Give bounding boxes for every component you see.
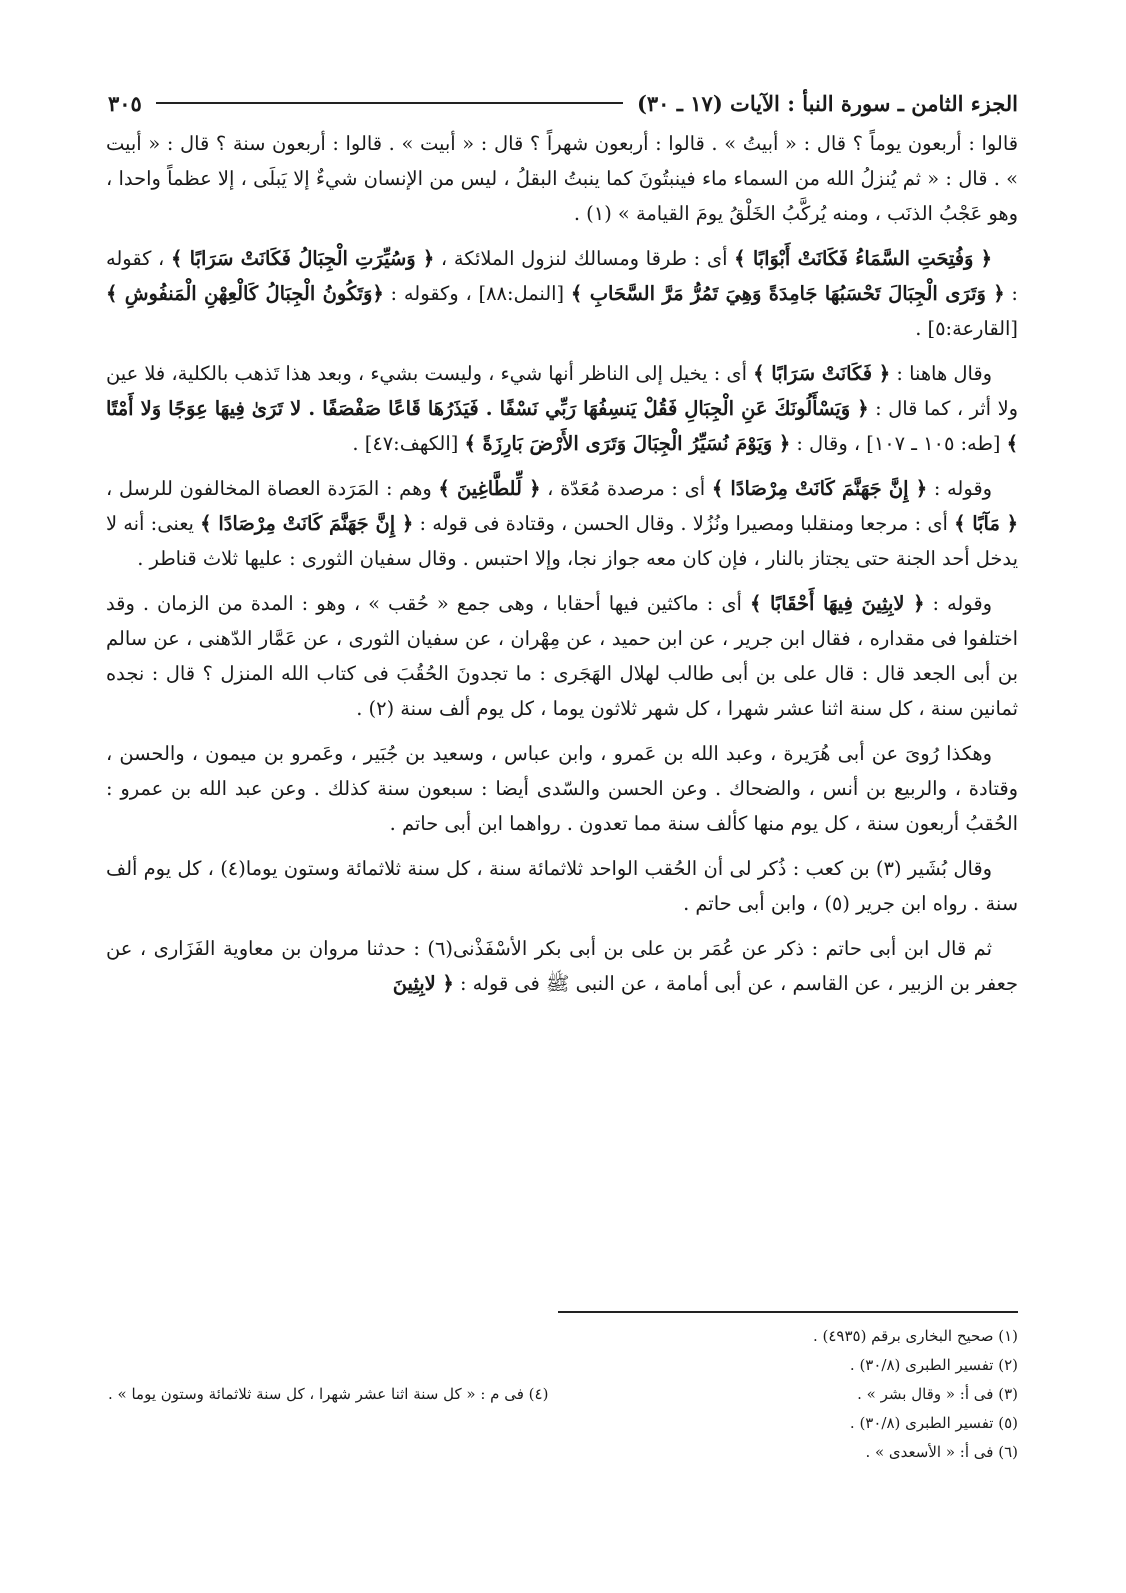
quran-verse: ﴿ وَتَرَى الْجِبَالَ تَحْسَبُهَا جَامِدَةً وَهِيَ تَمُرُّ مَرَّ السَّحَابِ ﴾ [570, 282, 1005, 305]
text-run: [الكهف:٤٧] . [352, 432, 465, 455]
paragraph [106, 241, 1018, 346]
text-run: أى : يخيل إلى الناظر أنها شيء ، وليست بشيء ، وبعد هذا تَذهب بالكلية، فلا عين ولا أثر ، كما قال : [106, 362, 1019, 420]
text-run: [النمل:٨٨] ، وكقوله : [383, 282, 571, 305]
paragraph [106, 586, 1018, 726]
text-run: قالوا : أربعون يوماً ؟ قال : « أبيتُ » . قالوا : أربعون شهراً ؟ قال : « أبيت » . قالوا : أربعون سنة ؟ قال : « أبيت » . قال : « ثم يُنزلُ الله من السماء ماء فينبتُونَ كما ينبتُ البقلُ ، ليس من الإنسان شيءٌ إلا يَبلَى ، إلا عظماً واحدا ، وهو عَجْبُ الذنَب ، ومنه يُركَّبُ الخَلْقُ يومَ القيامة » (١) . [106, 132, 1018, 225]
text-run: [طه: ١٠٥ ـ ١٠٧] ، وقال : [790, 432, 1007, 455]
quran-verse: ﴿ لِّلطَّاغِينَ ﴾ [438, 477, 541, 500]
footnote-2: (٢) تفسير الطبرى (٣٠/٨) . [849, 1356, 1018, 1374]
footnote-separator [558, 1311, 1018, 1313]
running-title: الجزء الثامن ـ سورة النبأ : الآيات (١٧ ـ ٣٠) [636, 90, 1018, 116]
quran-verse: ﴿ وَسُيِّرَتِ الْجِبَالُ فَكَانَتْ سَرَابًا ﴾ [171, 247, 435, 270]
text-run: أى : طرقا ومسالك لنزول الملائكة ، [434, 247, 735, 270]
paragraph [106, 931, 1018, 1001]
footnote-5: (٥) تفسير الطبرى (٣٠/٨) . [849, 1414, 1018, 1432]
main-text [106, 126, 1018, 1011]
running-header [108, 86, 1018, 120]
text-run: ، كقوله : [106, 247, 1018, 305]
text-run: وقوله : [924, 592, 992, 615]
paragraph [106, 851, 1018, 921]
quran-verse: ﴿ إِنَّ جَهَنَّمَ كَانَتْ مِرْصَادًا ﴾ [200, 512, 414, 535]
text-run: أى : مرجعا ومنقلبا ومصيرا ونُزُلا . وقال الحسن ، وقتادة فى قوله : [413, 512, 955, 535]
text-run: أى : مرصدة مُعَدّة ، [540, 477, 712, 500]
quran-verse: ﴿ لابِثِينَ [392, 972, 454, 995]
text-run: يعنى: أنه لا يدخل أحد الجنة حتى يجتاز بالنار ، فإن كان معه جواز نجا، وإلا احتبس . وقال سفيان الثورى : عليها ثلاث قناطر . [106, 512, 1018, 570]
quran-verse: ﴿ وَيَسْأَلُونَكَ عَنِ الْجِبَالِ فَقُلْ يَنسِفُهَا رَبِّي نَسْفًا . فَيَذَرُهَا قَاعًا صَفْصَفًا . لا تَرَىٰ فِيهَا عِوَجًا وَلا أَمْتًا ﴾ [106, 397, 1018, 455]
header-rule [156, 102, 623, 104]
footnote-1: (١) صحيح البخارى برقم (٤٩٣٥) . [812, 1327, 1018, 1345]
text-run: أى : ماكثين فيها أحقابا ، وهى جمع « حُقب » ، وهو : المدة من الزمان . وقد اختلفوا فى مقداره ، فقال ابن جرير ، عن ابن حميد ، عن مِهْران ، عن سفيان الثورى ، عن عَمَّار الدّهنى ، عن سالم بن أبى الجعد قال : قال على بن أبى طالب لهلال الهَجَرى : ما تجدونَ الحُقُبَ فى كتاب الله المنزل ؟ قال : نجده ثمانين سنة ، كل سنة اثنا عشر شهرا ، كل شهر ثلاثون يوما ، كل يوم ألف سنة (٢) . [106, 592, 1018, 720]
footnotes [108, 1322, 1018, 1467]
quran-verse: ﴿ فَكَانَتْ سَرَابًا ﴾ [753, 362, 891, 385]
text-run: ثم قال ابن أبى حاتم : ذكر عن عُمَر بن على بن أبى بكر الأسْفَذْنى(٦) : حدثنا مروان بن معاوية الفَزَارى ، عن جعفر بن الزبير ، عن القاسم ، عن أبى أمامة ، عن النبى ﷺ فى قوله : [106, 937, 1018, 995]
footnote-row-3-4 [108, 1380, 1018, 1409]
paragraph [106, 736, 1018, 841]
paragraph [106, 356, 1018, 461]
page-number: ٣٠٥ [108, 90, 142, 116]
quran-verse: ﴿ لابِثِينَ فِيهَا أَحْقَابًا ﴾ [749, 592, 925, 615]
text-run: [القارعة:٥] . [915, 317, 1018, 340]
quran-verse: ﴿ مَآبًا ﴾ [954, 512, 1019, 535]
quran-verse: ﴿ إِنَّ جَهَنَّمَ كَانَتْ مِرْصَادًا ﴾ [711, 477, 928, 500]
footnote-3: (٣) فى أ: « وقال بشر » . [857, 1385, 1018, 1403]
text-run: وقال هاهنا : [890, 362, 992, 385]
paragraph [106, 126, 1018, 231]
text-run: وقوله : [927, 477, 992, 500]
text-run: وهكذا رُوىَ عن أبى هُرَيرة ، وعبد الله بن عَمرو ، وابن عباس ، وسعيد بن جُبَير ، وعَمرو بن ميمون ، والحسن ، وقتادة ، والربيع بن أنس ، والضحاك . وعن الحسن والسّدى أيضا : سبعون سنة كذلك . وعن عبد الله بن عمرو : الحُقبُ أربعون سنة ، كل يوم منها كألف سنة مما تعدون . رواهما ابن أبى حاتم . [106, 742, 1018, 835]
quran-verse: ﴿وَتَكُونُ الْجِبَالُ كَالْعِهْنِ الْمَنفُوشِ ﴾ [106, 282, 384, 305]
text-run: وهم : المَرَدة العصاة المخالفون للرسل ، [106, 477, 439, 500]
quran-verse: ﴿ وَفُتِحَتِ السَّمَاءُ فَكَانَتْ أَبْوَابًا ﴾ [734, 247, 993, 270]
footnote-6: (٦) فى أ: « الأسعدى » . [865, 1443, 1018, 1461]
footnote-4: (٤) فى م : « كل سنة اثنا عشر شهرا ، كل سنة ثلاثمائة وستون يوما » . [108, 1385, 549, 1403]
paragraph [106, 471, 1018, 576]
quran-verse: ﴿ وَيَوْمَ نُسَيِّرُ الْجِبَالَ وَتَرَى الأَرْضَ بَارِزَةً ﴾ [464, 432, 791, 455]
text-run: وقال بُشَير (٣) بن كعب : ذُكر لى أن الحُقب الواحد ثلاثمائة سنة ، كل سنة ثلاثمائة وستون يوما(٤) ، كل يوم ألف سنة . رواه ابن جرير (٥) ، وابن أبى حاتم . [106, 857, 1018, 915]
